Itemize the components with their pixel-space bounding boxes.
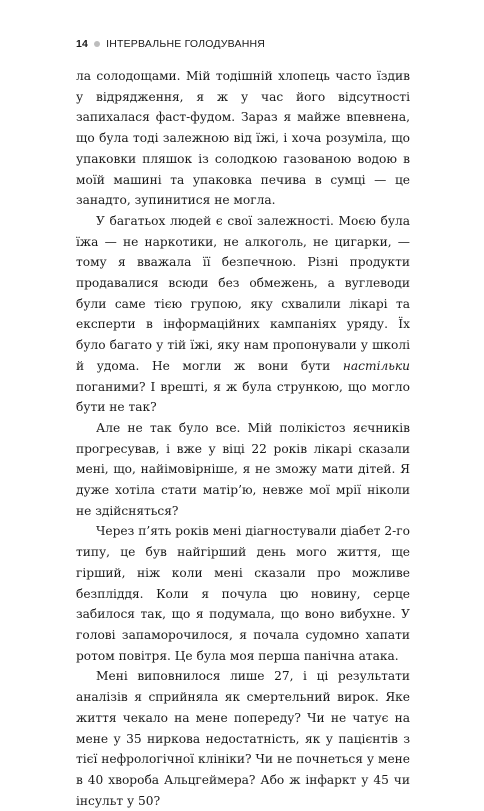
paragraph-2-text-before: У багатьох людей є свої залежності. Моєю була їжа — не наркотики, не алкоголь, не цигарки, — тому я вважала її безпечною. Різні продукти продавалися всюди без обмежень, а вуглеводи були саме тією групою, яку схвалили лікарі та експерти в інформаційних кампаніях уряду. Їх було багато у тій їжі, яку нам пропонували у школі й удома. Не могли ж вони бути — [76, 213, 410, 373]
paragraph-5: Мені виповнилося лише 27, і ці результати аналізів я сприйняла як смертельний вирок. Яке життя чекало на мене попереду? Чи не чатує на мене у 35 ниркова недостатність, як у пацієнтів з тієї нефрологічної клініки? Чи не почнеться у мене в 40 хвороба Альцгеймера? Або ж інфаркт у 45 чи інсульт у 50? — [76, 669, 410, 808]
body-text — [76, 66, 410, 811]
running-header — [76, 38, 265, 50]
bullet-dot-icon — [94, 41, 100, 47]
section-title: ІНТЕРВАЛЬНЕ ГОЛОДУВАННЯ — [106, 38, 266, 50]
paragraph-2 — [76, 211, 410, 418]
paragraph-2-text-after: поганими? І врешті, я ж була стрункою, що могло бути не так? — [76, 379, 410, 415]
paragraph-4: Через п’ять років мені діагностували діабет 2-го типу, це був найгірший день мого життя, ще гірший, ніж коли мені сказали про можливе безпліддя. Коли я почула цю новину, серце забилося так, що я подумала, що воно вибухне. У голові запаморочилося, я почала судомно хапати ротом повітря. Це була моя перша панічна атака. — [76, 524, 410, 663]
page-number: 14 — [76, 38, 89, 50]
paragraph-1: ла солодощами. Мій тодішній хлопець часто їздив у відрядження, я ж у час його відсутності запихалася фаст-фудом. Зараз я майже впевнена, що була тоді залежною від їжі, і хоча розуміла, що упаковки пляшок із солодкою газованою водою в моїй машині та упаковка печива в сумці — це занадто, зупинитися не могла. — [76, 69, 410, 208]
paragraph-3: Але не так було все. Мій полікістоз яєчників прогресував, і вже у віці 22 років лікарі сказали мені, що, найімовірніше, я не зможу мати дітей. Я дуже хотіла стати матір’ю, невже мої мрії ніколи не здійсняться? — [76, 420, 410, 518]
paragraph-2-emphasis: настільки — [342, 358, 410, 373]
